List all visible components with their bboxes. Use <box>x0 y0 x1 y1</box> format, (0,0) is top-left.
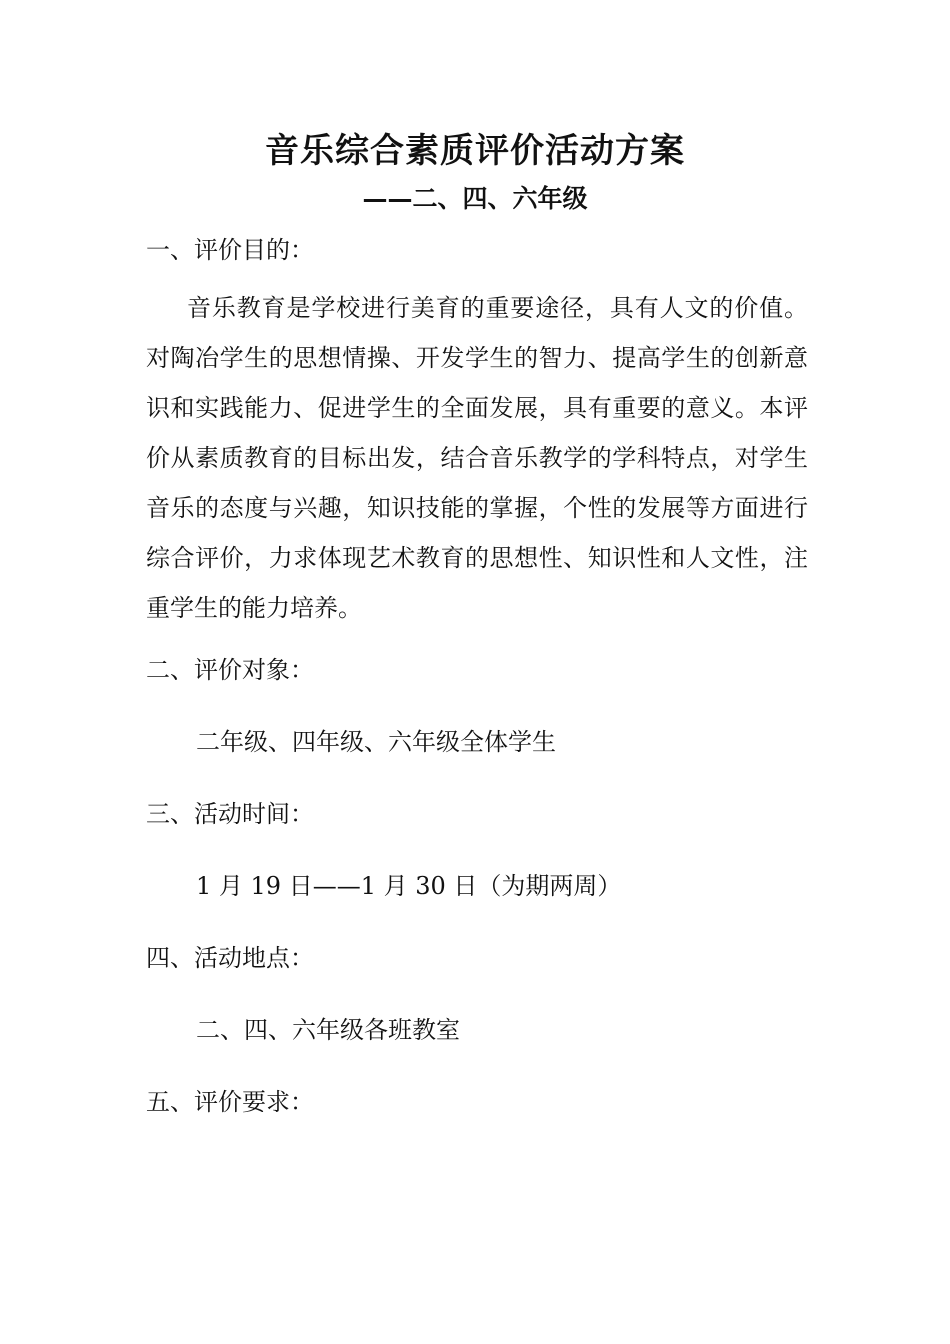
section-heading-time: 三、活动时间： <box>146 800 314 828</box>
document-title: 音乐综合素质评价活动方案 <box>265 131 685 171</box>
section-body-target: 二年级、四年级、六年级全体学生 <box>196 728 556 756</box>
section-body-purpose: 音乐教育是学校进行美育的重要途径，具有人文的价值。对陶冶学生的思想情操、开发学生的智力、提高学生的创新意识和实践能力、促进学生的全面发展，具有重要的意义。本评价从素质教育的目标出发，结合音乐教学的学科特点，对学生音乐的态度与兴趣，知识技能的掌握，个性的发展等方面进行综合评价，力求体现艺术教育的思想性、知识性和人文性，注重学生的能力培养。 <box>146 294 808 622</box>
section-heading-location: 四、活动地点： <box>146 944 314 972</box>
section-body-time: 1 月 19 日——1 月 30 日（为期两周） <box>196 872 622 900</box>
section-heading-requirements: 五、评价要求： <box>146 1088 314 1116</box>
section-body-location: 二、四、六年级各班教室 <box>196 1016 460 1044</box>
section-heading-target: 二、评价对象： <box>146 656 314 684</box>
document-subtitle: ——二、四、六年级 <box>362 184 588 213</box>
section-heading-purpose: 一、评价目的： <box>146 236 314 264</box>
